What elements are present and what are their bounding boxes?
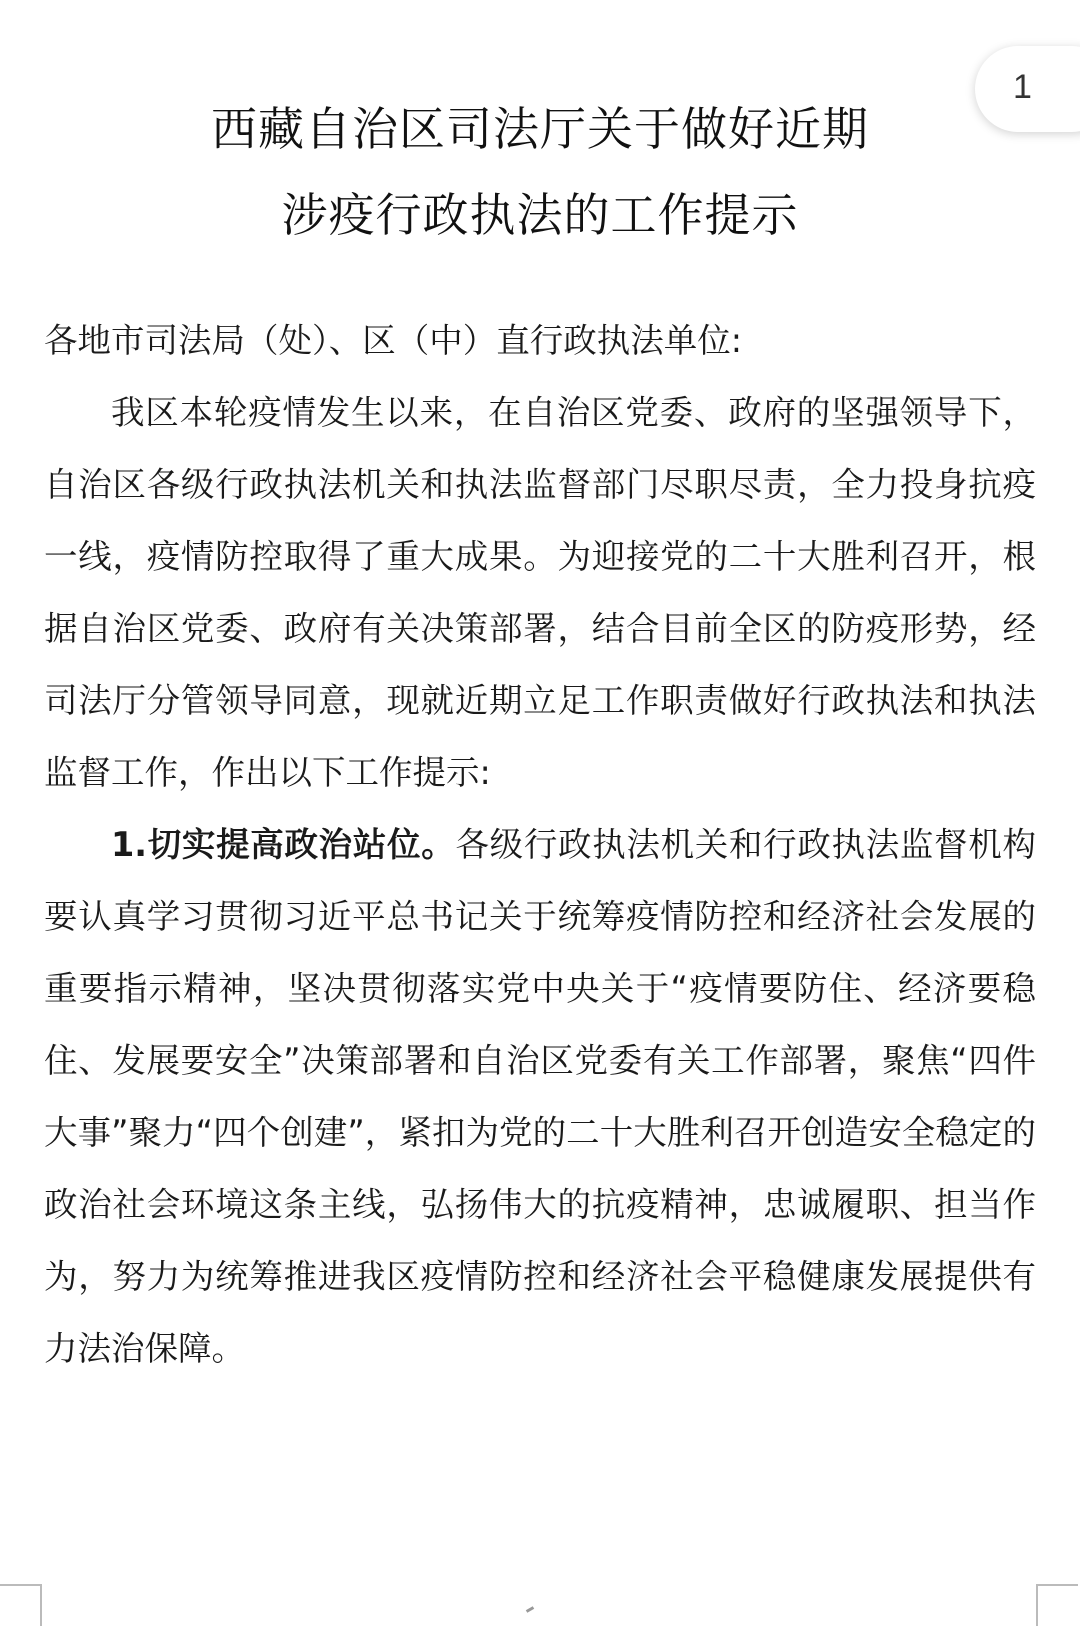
page-corner-left bbox=[0, 1584, 42, 1626]
title-line-1: 西藏自治区司法厅关于做好近期 bbox=[211, 102, 869, 156]
paragraph-intro: 我区本轮疫情发生以来，在自治区党委、政府的坚强领导下，自治区各级行政执法机关和执法监督部门尽职尽责，全力投身抗疫一线，疫情防控取得了重大成果。为迎接党的二十大胜利召开，根据自治区党委、政府有关决策部署，结合目前全区的防疫形势，经司法厅分管领导同意，现就近期立足工作职责做好行政执法和执法监督工作，作出以下工作提示: bbox=[44, 393, 1036, 792]
page-number: 1 bbox=[1013, 68, 1032, 106]
salutation: 各地市司法局（处）、区（中）直行政执法单位: bbox=[44, 321, 743, 360]
item-1-body: 各级行政执法机关和行政执法监督机构要认真学习贯彻习近平总书记关于统筹疫情防控和经济社会发展的重要指示精神，坚决贯彻落实党中央关于“疫情要防住、经济要稳住、发展要安全”决策部署和自治区党委有关工作部署，聚焦“四件大事”聚力“四个创建”，紧扣为党的二十大胜利召开创造安全稳定的政治社会环境这条主线，弘扬伟大的抗疫精神，忠诚履职、担当作为，努力为统筹推进我区疫情防控和经济社会平稳健康发展提供有力法治保障。 bbox=[44, 825, 1037, 1368]
title-line-2: 涉疫行政执法的工作提示 bbox=[281, 188, 799, 242]
document-title bbox=[0, 86, 1080, 258]
item-1-heading: 1.切实提高政治站位。 bbox=[111, 825, 456, 864]
paragraph-item-1 bbox=[44, 809, 1036, 1385]
document-body bbox=[44, 305, 1036, 1385]
page-mark bbox=[526, 1606, 534, 1613]
page-corner-right bbox=[1036, 1584, 1078, 1626]
